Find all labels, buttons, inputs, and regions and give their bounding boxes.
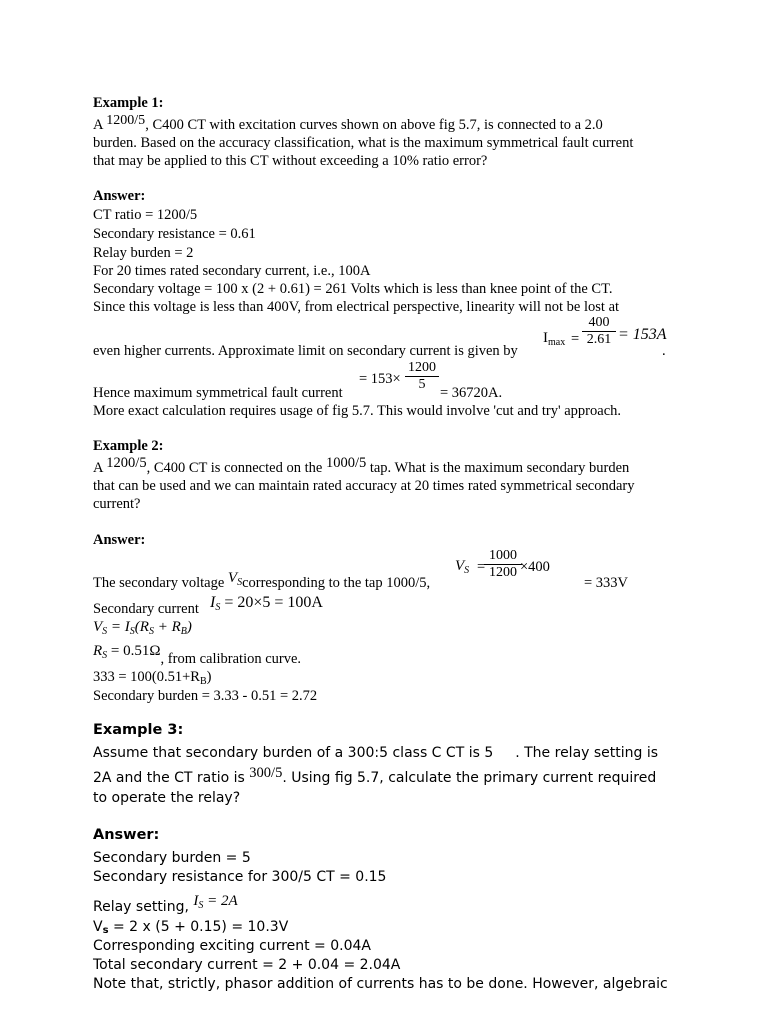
example1-answer-line: Since this voltage is less than 400V, from electrical perspective, linearity will not be lost at xyxy=(93,299,620,315)
imax-numerator: 400 xyxy=(588,315,610,330)
hence-denominator: 5 xyxy=(405,376,439,393)
example3-answer-line: Total secondary current = 2 + 0.04 = 2.04A xyxy=(93,957,401,973)
vs-eq: = xyxy=(477,559,486,575)
hence-fraction xyxy=(405,360,439,393)
example3-answer-heading: Answer: xyxy=(93,827,160,843)
example3-line1 xyxy=(93,744,658,763)
example1-line1 xyxy=(93,113,603,135)
relay-setting-label: Relay setting, xyxy=(93,899,189,915)
example2-calc2: Secondary burden = 3.33 - 0.51 = 2.72 xyxy=(93,688,318,704)
relay-setting-eq: $I_S = 2A$ xyxy=(193,893,238,911)
example1-answer-line: Secondary resistance = 0.61 xyxy=(93,226,256,242)
example3-answer-line: Secondary burden = 5 xyxy=(93,850,251,866)
example2-line1-b: , C400 CT is connected on the xyxy=(146,460,323,476)
example1-trailing-dot: . xyxy=(662,343,666,359)
example3-vs-line: Vs = 2 x (5 + 0.15) = 10.3V xyxy=(93,919,289,936)
example1-answer-line: CT ratio = 1200/5 xyxy=(93,207,198,223)
example1-answer-line: For 20 times rated secondary current, i.e., 100A xyxy=(93,263,371,279)
imax-denominator: 2.61 xyxy=(582,331,616,348)
example2-tap: 1000/5 xyxy=(325,455,367,471)
example3-line1-end: . The relay setting is xyxy=(515,745,659,761)
imax-result: = 153A xyxy=(618,326,667,343)
example3-heading: Example 3: xyxy=(93,722,184,738)
example3-line3: to operate the relay? xyxy=(93,790,241,806)
hence-eq: = 153× xyxy=(359,371,401,387)
hence-result: = 36720A. xyxy=(440,385,503,401)
example1-answer-line: Secondary voltage = 100 x (2 + 0.61) = 261 Volts which is less than knee point of the CT. xyxy=(93,281,613,297)
example3-line1-a: Assume that secondary burden of a 300:5 class C CT is 5 xyxy=(93,745,494,761)
example2-heading: Example 2: xyxy=(93,438,164,454)
example1-line1-b: , C400 CT with excitation curves shown on above fig 5.7, is connected to a 2.0 xyxy=(145,117,603,133)
example2-line1 xyxy=(93,455,630,477)
example3-line2 xyxy=(93,765,657,788)
example2-rs-line xyxy=(93,642,301,665)
imax-symbol: $I_{max}$ xyxy=(543,330,566,348)
example3-line2-b: . Using fig 5.7, calculate the primary current required xyxy=(282,770,657,786)
imax-eq: = xyxy=(571,331,580,347)
hence-numerator: 1200 xyxy=(408,360,436,375)
vs-line-a: The secondary voltage xyxy=(93,575,225,591)
example1-approx-line: even higher currents. Approximate limit on secondary current is given by xyxy=(93,343,518,359)
example1-exact-line: More exact calculation requires usage of fig 5.7. This would involve 'cut and try' approach. xyxy=(93,403,622,419)
example1-hence-line: Hence maximum symmetrical fault current xyxy=(93,385,343,401)
example3-answer-line: Note that, strictly, phasor addition of currents has to be done. However, algebraic xyxy=(93,976,668,992)
imax-fraction xyxy=(582,315,616,348)
vs-result: = 333V xyxy=(584,575,629,591)
vs-eq-lhs: $V_S$ xyxy=(455,558,470,576)
example1-line2: burden. Based on the accuracy classification, what is the maximum symmetrical fault current xyxy=(93,135,634,151)
example2-answer-heading: Answer: xyxy=(93,532,146,548)
example2-line2: that can be used and we can maintain rated accuracy at 20 times rated symmetrical secondary xyxy=(93,478,635,494)
example2-calc1: $333 = 100(0.51+R_B)$ xyxy=(93,669,212,687)
example3-line2-a: 2A and the CT ratio is xyxy=(93,770,245,786)
example2-line3: current? xyxy=(93,496,141,512)
example2-ratio: 1200/5 xyxy=(106,455,147,471)
secondary-current-eq: $I_S = 20\times 5 = 100A$ xyxy=(210,594,323,613)
example2-eq1: $V_S = I_S(R_S + R_B)$ xyxy=(93,619,192,637)
example1-heading: Example 1: xyxy=(93,95,164,111)
vs-line-b: corresponding to the tap 1000/5, xyxy=(242,575,431,591)
example1-line1-a: A xyxy=(93,117,103,133)
example1-answer-heading: Answer: xyxy=(93,188,146,204)
example2-line1-a: A xyxy=(93,460,103,476)
vs-denominator: 1200 xyxy=(484,564,522,581)
vs-times: ×400 xyxy=(520,559,550,575)
example1-line3: that may be applied to this CT without exceeding a 10% ratio error? xyxy=(93,153,488,169)
vs-numerator: 1000 xyxy=(489,548,517,563)
example2-secondary-current-label: Secondary current xyxy=(93,601,199,617)
rs-note: , from calibration curve. xyxy=(160,651,302,667)
vs-fraction xyxy=(484,548,522,581)
example3-ratio: 300/5 xyxy=(249,765,283,781)
vs-symbol: $V_S$ xyxy=(227,570,243,588)
example3-answer-line: Corresponding exciting current = 0.04A xyxy=(93,938,371,954)
example1-answer-line: Relay burden = 2 xyxy=(93,245,194,261)
rs-symbol: $R_S = 0.51\Omega$ xyxy=(93,643,161,661)
example3-answer-line: Secondary resistance for 300/5 CT = 0.15 xyxy=(93,869,387,885)
example2-line1-c: tap. What is the maximum secondary burden xyxy=(369,460,630,476)
example1-ratio: 1200/5 xyxy=(106,113,146,128)
